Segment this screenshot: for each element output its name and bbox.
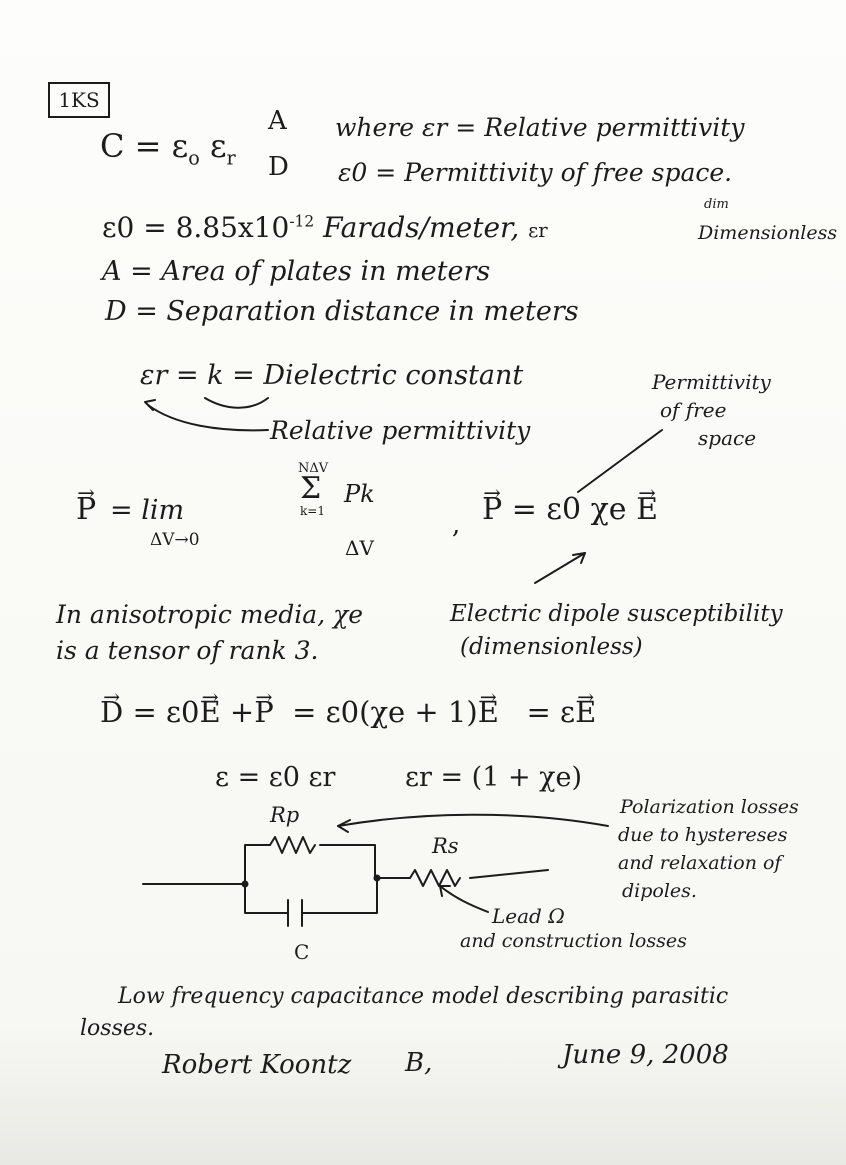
e0-exponent: -12 [289,212,315,231]
relative-permittivity-label: Relative permittivity [270,416,531,445]
dielectric-constant-line: εr = k = Dielectric constant [140,360,524,391]
sum-upper-limit: NΔV [298,461,329,476]
e0-units: Farads/meter, [323,211,520,244]
author-signature: Robert Koontz [162,1050,352,1080]
er-dimension: εr [528,219,548,242]
relative-permittivity-definition: where εr = Relative permittivity [335,113,745,142]
cap-right-wire [302,878,377,913]
volume-denominator: ΔV [345,536,374,560]
lead-note-line1: Lead Ω [492,904,565,928]
caption-line1: Low frequency capacitance model describing parasitic [118,984,729,1009]
dim-label: dim [704,197,729,212]
area-definition: A = Area of plates in meters [102,256,491,287]
separation-definition: D = Separation distance in meters [105,296,579,327]
grade-mark: B, [405,1048,433,1078]
limit-text: = lim [110,495,185,526]
limit-subscript: ΔV→0 [150,530,200,550]
polarization-arrow [338,815,608,826]
left-node [242,881,249,888]
polarization-note-line4: dipoles. [622,880,697,902]
capacitor-plates [288,900,302,926]
lead-note-line2: and construction losses [460,930,687,952]
p-vector-2: → P [482,495,502,525]
er-relation: εr = (1 + χe) [405,762,583,793]
d-plus: + [229,695,255,729]
area-numerator: A [268,106,287,136]
permittivity-pointer [578,430,662,492]
susceptibility-label-line1: Electric dipole susceptibility [450,601,783,627]
epsilon-relation: ε = ε0 εr [215,762,336,793]
anisotropic-note-line1: In anisotropic media, χe [56,600,364,629]
e-vector-2: → E [478,698,499,727]
polarization-note-line3: and relaxation of [618,852,782,874]
sum-symbol: Σ [300,471,322,506]
page-badge: 1KS [48,82,110,118]
caption-line2: losses. [80,1016,155,1041]
p-vector: → P [76,495,96,525]
permittivity-label-line3: space [698,426,757,450]
c-label: C [294,940,310,964]
rp-resistor [270,837,315,853]
p-vector-3: → P [254,698,274,727]
rs-resistor [410,870,460,886]
anisotropic-note-line2: is a tensor of rank 3. [56,636,319,665]
capacitance-lhs: C = ε [100,127,189,165]
e-vector-3: → E [575,698,596,727]
rp-left-wire [245,845,270,884]
e0-value: ε0 = 8.85x10 [102,211,290,244]
polarization-note-line2: due to hystereses [618,824,788,846]
relative-perm-arrow [148,405,268,430]
d-eq-part2: = ε0(χe + 1) [292,695,478,729]
susceptibility-pointer [535,553,585,583]
dimensionless-label: Dimensionless [698,222,838,244]
date-text: June 9, 2008 [562,1040,729,1070]
k-underline-arrow [205,398,268,408]
permittivity-label-line2: of free [660,398,727,422]
lead-arrow [440,886,488,912]
rs-label: Rs [432,834,459,858]
sum-term: Pk [344,480,375,508]
sum-lower-limit: k=1 [300,504,325,518]
rp-right-wire [320,845,375,878]
rp-label: Rp [270,803,300,827]
permittivity-label-line1: Permittivity [652,370,771,394]
e-vector: → E [636,495,658,525]
d-eq-part1: = ε0 [132,695,200,729]
free-space-permittivity-definition: ε0 = Permittivity of free space. [338,158,733,187]
capacitance-er: ε [209,127,227,165]
cap-left-wire [245,884,288,913]
p-equation-rhs: = ε0 χe [511,492,627,527]
comma: , [452,510,461,540]
polarization-note-line1: Polarization losses [620,796,799,818]
distance-denominator: D [268,152,289,182]
susceptibility-label-line2: (dimensionless) [460,634,643,660]
d-vector: → D [100,698,123,727]
right-lead-wire [470,870,548,878]
e-vector-1: → E [199,698,220,727]
capacitance-formula: $C = \varepsilon_o$ $\varepsilon_r$ [100,127,236,170]
d-eq-part3: = ε [526,695,576,729]
